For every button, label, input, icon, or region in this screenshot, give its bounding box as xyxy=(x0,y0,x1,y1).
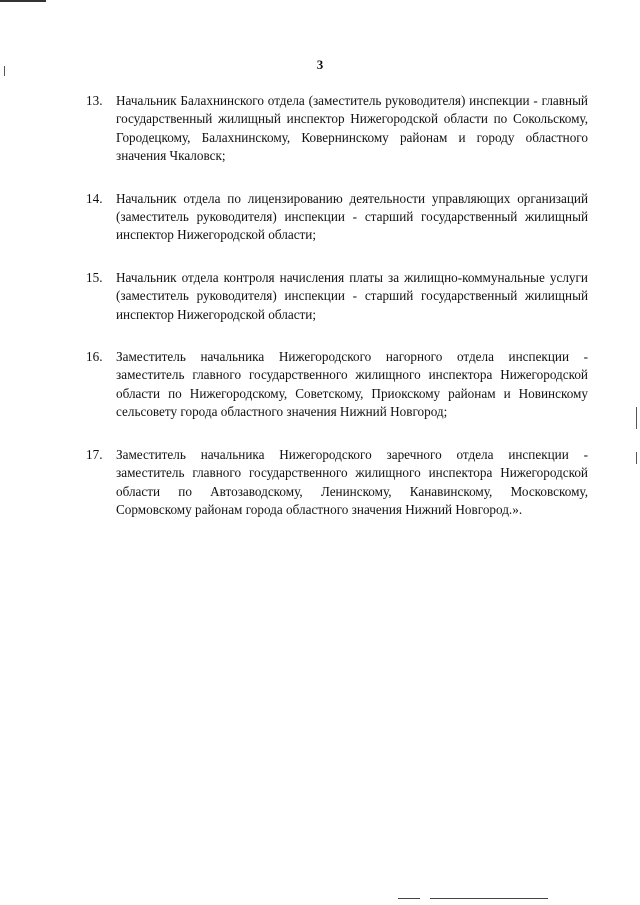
list-item xyxy=(86,446,588,520)
item-number: 16. xyxy=(86,349,103,365)
item-number: 13. xyxy=(86,93,103,108)
scan-edge-tick xyxy=(636,452,637,464)
item-number: 15. xyxy=(86,269,103,285)
scan-mark-top xyxy=(0,0,46,2)
item-text: Начальник отдела контроля начисления платы за жилищно-коммунальные услуги (заместитель руководителя) инспекции - старший государственный жилищный инспектор Нижегородской области; xyxy=(116,269,588,322)
list-item xyxy=(86,190,588,245)
item-list xyxy=(86,92,588,543)
item-text: Начальник Балахнинского отдела (заместитель руководителя) инспекции - главный государственный жилищный инспектор Нижегородской области по Сокольскому, Городецкому, Балахнинскому, Ковернинскому районам и городу областного значения Чкаловск; xyxy=(116,93,588,164)
item-text: Начальник отдела по лицензированию деятельности управляющих организаций (заместитель руководителя) инспекции - старший государственный жилищный инспектор Нижегородской области; xyxy=(116,190,588,243)
item-number: 17. xyxy=(86,446,103,462)
bottom-rule xyxy=(430,898,548,899)
item-text: Заместитель начальника Нижегородского заречного отдела инспекции - заместитель главного государственного жилищного инспектора Нижегородской области по Автозаводскому, Ленинскому, Канавинскому, Московскому, Сормовскому районам города областного значения Нижний Новгород.». xyxy=(116,446,588,517)
list-item xyxy=(86,92,588,166)
page-number: 3 xyxy=(316,57,324,72)
item-text: Заместитель начальника Нижегородского нагорного отдела инспекции - заместитель главного государственного жилищного инспектора Нижегородской области по Нижегородскому, Советскому, Приокскому районам и Новинскому сельсовету города областного значения Нижний Новгород; xyxy=(116,349,588,420)
item-number: 14. xyxy=(86,190,103,206)
scan-edge-tick xyxy=(636,407,637,429)
bottom-rule xyxy=(398,898,420,899)
list-item xyxy=(86,348,588,422)
list-item xyxy=(86,269,588,324)
